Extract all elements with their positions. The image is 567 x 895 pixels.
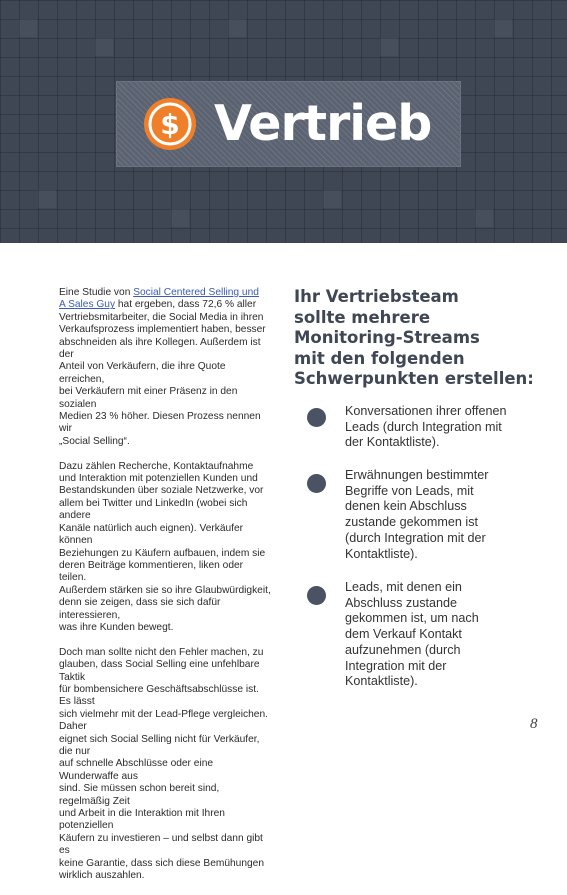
header-tile [475, 209, 493, 227]
bullet-line: Leads (durch Integration mit [345, 419, 502, 434]
paragraph-line: sind. Sie müssen schon bereit sind, regelmäßig Zeit [59, 783, 220, 807]
heading-line: Schwerpunkten erstellen: [294, 369, 534, 389]
page-number: 8 [530, 716, 538, 732]
paragraph-line: Verkaufsprozess implementiert haben, besser [59, 324, 266, 336]
study-link[interactable]: A Sales Guy [59, 299, 116, 311]
bullet-line: (durch Integration mit der [345, 530, 486, 545]
bullet-item [345, 404, 525, 451]
paragraph-line: sich vielmehr mit der Lead-Pflege vergleichen. Daher [59, 708, 268, 733]
paragraph-line: Doch man sollte nicht den Fehler machen, zu [59, 646, 264, 658]
bullet-line: Integration mit der [345, 658, 447, 673]
paragraph-line: deren Beiträge kommentieren, liken oder teilen. [59, 559, 244, 584]
bullet-line: aufzunehmen (durch [345, 642, 461, 657]
paragraph-text: hat ergeben, dass 72,6 % aller [115, 299, 257, 311]
paragraph-line: auf schnelle Abschlüsse oder eine Wunderwaffe aus [59, 758, 214, 782]
bullet-line: denen kein Abschluss [345, 499, 467, 514]
paragraph-line: Vertriebsmitarbeiter, die Social Media in ihren [59, 311, 264, 323]
paragraph-line: „Social Selling“. [59, 435, 130, 447]
paragraph-line: keine Garantie, dass sich diese Bemühungen [59, 857, 265, 869]
paragraph-line: bei Verkäufern mit einer Präsenz in den sozialen [59, 386, 238, 410]
bullet-line: Kontaktliste). [345, 674, 418, 689]
paragraph-line: Medien 23 % höher. Diesen Prozess nennen wir [59, 411, 261, 435]
svg-text:$: $ [160, 108, 180, 141]
paragraph-line: was ihre Kunden bewegt. [59, 621, 174, 633]
bullet-line: Leads, mit denen ein [345, 580, 462, 594]
section-heading [294, 287, 554, 390]
bullet-line: der Kontaktliste). [345, 435, 440, 450]
paragraph-line: eignet sich Social Selling nicht für Verkäufer, die nur [59, 733, 260, 757]
header-tile [171, 209, 189, 227]
bullet-line: Konversationen ihrer offenen [345, 404, 507, 418]
header-tile [38, 190, 56, 208]
paragraph-1 [59, 287, 273, 448]
heading-line: Monitoring-Streams [294, 328, 480, 348]
bullet-line: Begriffe von Leads, mit [345, 483, 474, 498]
heading-line: sollte mehrere [294, 307, 431, 327]
paragraph-line: Beziehungen zu Käufern aufbauen, indem sie [59, 547, 266, 559]
dollar-coin-icon [143, 97, 197, 151]
bullet-item [345, 580, 525, 690]
paragraph-line: wirklich auszahlen. [59, 870, 145, 882]
header-tile [228, 19, 246, 37]
header-tile [19, 19, 37, 37]
bullet-line: dem Verkauf Kontakt [345, 627, 462, 642]
paragraph-line: Außerdem stärken sie so ihre Glaubwürdigkeit, [59, 584, 271, 596]
paragraph-line: allem bei Twitter und LinkedIn (wobei sich andere [59, 497, 248, 522]
body-text-column [59, 287, 273, 895]
paragraph-line: denn sie zeigen, dass sie sich dafür interessieren, [59, 597, 221, 621]
heading-line: Ihr Vertriebsteam [294, 287, 459, 306]
paragraph-line: Käufern zu investieren – und selbst dann gibt es [59, 832, 263, 857]
paragraph-line: für bombensichere Geschäftsabschlüsse ist. Es lässt [59, 683, 259, 708]
paragraph-3 [59, 647, 273, 883]
header-tile [380, 38, 398, 56]
bullet-line: zustande gekommen ist [345, 515, 479, 530]
bullet-dot-icon [307, 474, 326, 493]
header-tile [95, 38, 113, 56]
bullet-line: gekommen ist, um nach [345, 611, 479, 626]
header-tile [494, 19, 512, 37]
heading-line: mit den folgenden [294, 348, 465, 368]
bullet-line: Erwähnungen bestimmter [345, 468, 489, 482]
paragraph-line: glauben, dass Social Selling eine unfehlbare Taktik [59, 659, 260, 683]
paragraph-line: abschneiden als ihre Kollegen. Außerdem ist der [59, 336, 261, 361]
paragraph-line: und Arbeit in die Interaktion mit Ihren potenziellen [59, 808, 225, 832]
paragraph-line: Kanäle natürlich auch eignen). Verkäufer können [59, 522, 244, 547]
bullet-dot-icon [307, 586, 326, 605]
paragraph-line: Bestandskunden über soziale Netzwerke, vor [59, 485, 264, 497]
bullet-item [345, 468, 525, 562]
paragraph-line: Anteil von Verkäufern, die ihre Quote erreichen, [59, 361, 226, 385]
bullet-line: Kontaktliste). [345, 546, 418, 561]
study-link[interactable]: Social Centered Selling und [133, 287, 259, 298]
page-title: Vertrieb [214, 95, 432, 152]
paragraph-line: und Interaktion mit potenziellen Kunden und [59, 473, 258, 485]
paragraph-line: Dazu zählen Recherche, Kontaktaufnahme [59, 460, 254, 472]
paragraph-text: Eine Studie von [59, 287, 134, 298]
bullet-dot-icon [307, 408, 326, 427]
bullet-line: Abschluss zustande [345, 595, 458, 610]
header-tile [323, 190, 341, 208]
paragraph-2 [59, 461, 273, 635]
